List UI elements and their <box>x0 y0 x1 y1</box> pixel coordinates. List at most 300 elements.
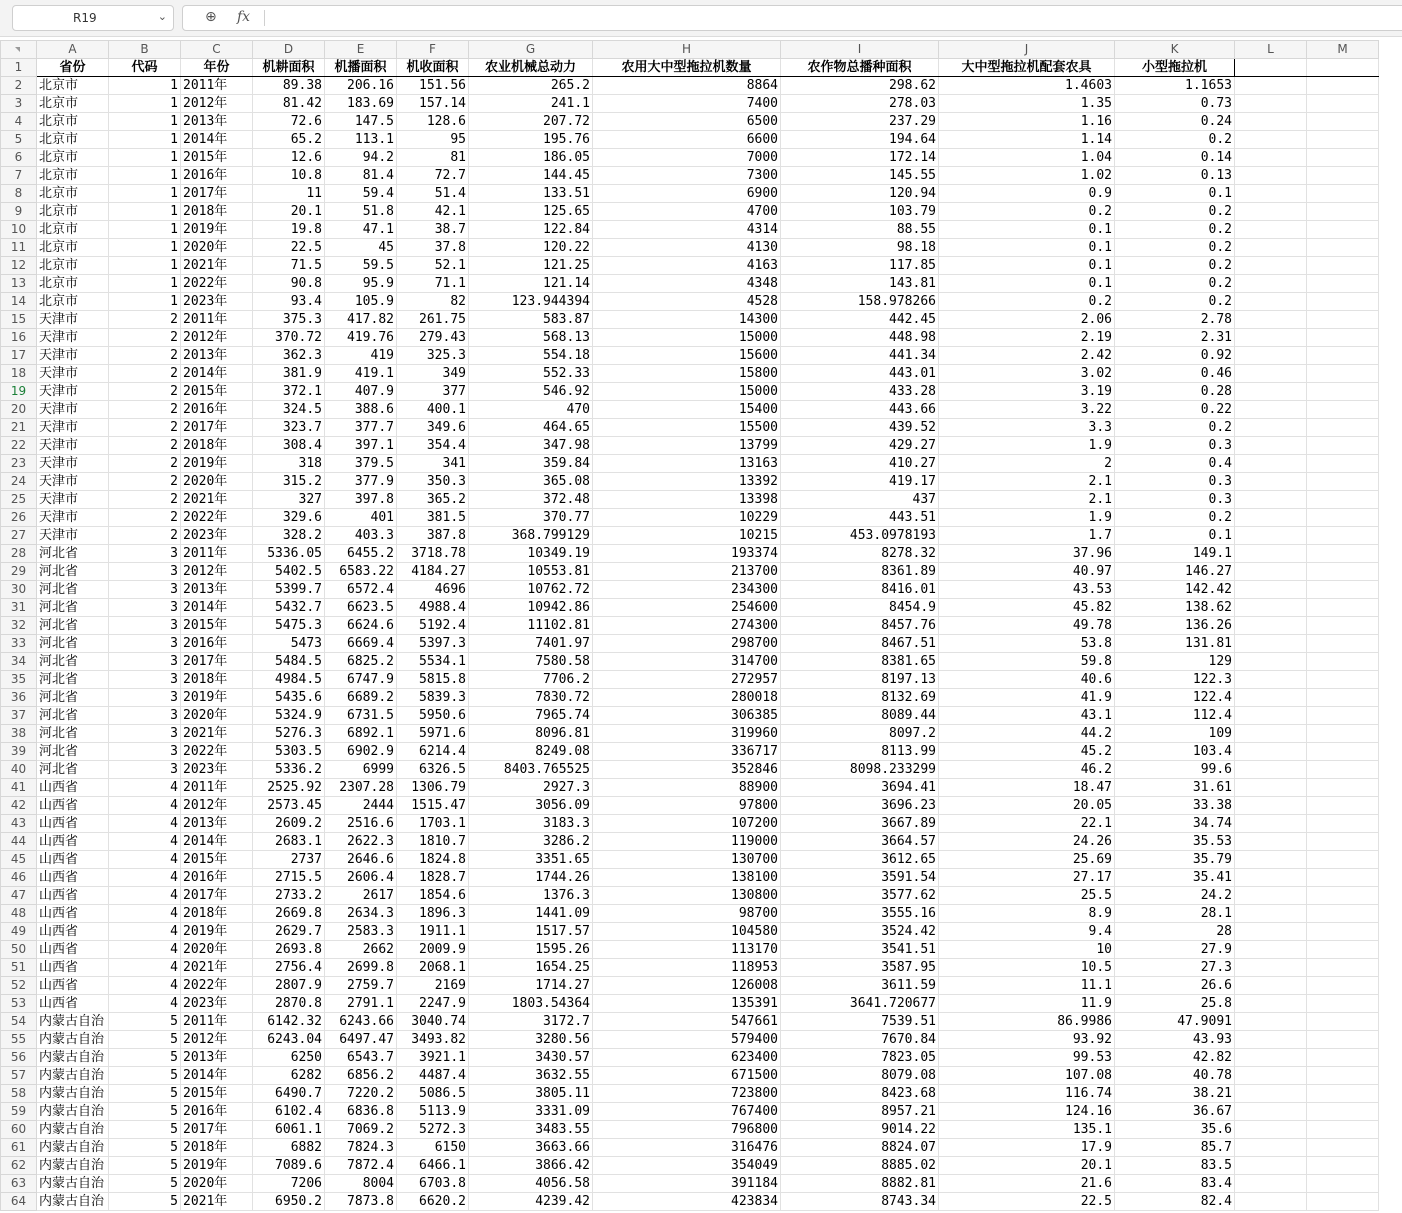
cell-g15[interactable]: 583.87 <box>469 311 593 329</box>
cell-g12[interactable]: 121.25 <box>469 257 593 275</box>
cell-k63[interactable]: 83.4 <box>1115 1175 1235 1193</box>
cell-k33[interactable]: 131.81 <box>1115 635 1235 653</box>
cell-h54[interactable]: 547661 <box>593 1013 781 1031</box>
cell-l29[interactable] <box>1235 563 1307 581</box>
cell-m17[interactable] <box>1307 347 1379 365</box>
row-header-11[interactable]: 11 <box>1 239 37 257</box>
cell-f33[interactable]: 5397.3 <box>397 635 469 653</box>
cell-m39[interactable] <box>1307 743 1379 761</box>
cell-b49[interactable]: 4 <box>109 923 181 941</box>
cell-j36[interactable]: 41.9 <box>939 689 1115 707</box>
cell-e25[interactable]: 397.8 <box>325 491 397 509</box>
cell-i46[interactable]: 3591.54 <box>781 869 939 887</box>
cell-f18[interactable]: 349 <box>397 365 469 383</box>
row-header-60[interactable]: 60 <box>1 1121 37 1139</box>
cell-j4[interactable]: 1.16 <box>939 113 1115 131</box>
cell-k36[interactable]: 122.4 <box>1115 689 1235 707</box>
cell-j63[interactable]: 21.6 <box>939 1175 1115 1193</box>
row-header-33[interactable]: 33 <box>1 635 37 653</box>
zoom-icon[interactable]: ⊕ <box>205 9 217 25</box>
cell-j8[interactable]: 0.9 <box>939 185 1115 203</box>
cell-c10[interactable]: 2019年 <box>181 221 253 239</box>
cell-m2[interactable] <box>1307 77 1379 95</box>
cell-g26[interactable]: 370.77 <box>469 509 593 527</box>
cell-a10[interactable]: 北京市 <box>37 221 109 239</box>
cell-c54[interactable]: 2011年 <box>181 1013 253 1031</box>
cell-i23[interactable]: 410.27 <box>781 455 939 473</box>
cell-a61[interactable]: 内蒙古自治 <box>37 1139 109 1157</box>
cell-b10[interactable]: 1 <box>109 221 181 239</box>
cell-j60[interactable]: 135.1 <box>939 1121 1115 1139</box>
cell-j31[interactable]: 45.82 <box>939 599 1115 617</box>
cell-b38[interactable]: 3 <box>109 725 181 743</box>
cell-k11[interactable]: 0.2 <box>1115 239 1235 257</box>
cell-d1[interactable]: 机耕面积 <box>253 59 325 77</box>
row-header-4[interactable]: 4 <box>1 113 37 131</box>
cell-g16[interactable]: 568.13 <box>469 329 593 347</box>
cell-k7[interactable]: 0.13 <box>1115 167 1235 185</box>
cell-a38[interactable]: 河北省 <box>37 725 109 743</box>
cell-a51[interactable]: 山西省 <box>37 959 109 977</box>
cell-e17[interactable]: 419 <box>325 347 397 365</box>
cell-e29[interactable]: 6583.22 <box>325 563 397 581</box>
cell-k62[interactable]: 83.5 <box>1115 1157 1235 1175</box>
cell-k54[interactable]: 47.9091 <box>1115 1013 1235 1031</box>
cell-d8[interactable]: 11 <box>253 185 325 203</box>
cell-e63[interactable]: 8004 <box>325 1175 397 1193</box>
cell-j64[interactable]: 22.5 <box>939 1193 1115 1211</box>
cell-m49[interactable] <box>1307 923 1379 941</box>
cell-e33[interactable]: 6669.4 <box>325 635 397 653</box>
cell-m8[interactable] <box>1307 185 1379 203</box>
cell-b12[interactable]: 1 <box>109 257 181 275</box>
cell-e28[interactable]: 6455.2 <box>325 545 397 563</box>
cell-m13[interactable] <box>1307 275 1379 293</box>
cell-h34[interactable]: 314700 <box>593 653 781 671</box>
cell-g60[interactable]: 3483.55 <box>469 1121 593 1139</box>
cell-d61[interactable]: 6882 <box>253 1139 325 1157</box>
cell-b59[interactable]: 5 <box>109 1103 181 1121</box>
cell-g21[interactable]: 464.65 <box>469 419 593 437</box>
cell-a5[interactable]: 北京市 <box>37 131 109 149</box>
cell-g39[interactable]: 8249.08 <box>469 743 593 761</box>
cell-m64[interactable] <box>1307 1193 1379 1211</box>
cell-f7[interactable]: 72.7 <box>397 167 469 185</box>
cell-i63[interactable]: 8882.81 <box>781 1175 939 1193</box>
cell-j10[interactable]: 0.1 <box>939 221 1115 239</box>
cell-g46[interactable]: 1744.26 <box>469 869 593 887</box>
row-header-50[interactable]: 50 <box>1 941 37 959</box>
cell-k38[interactable]: 109 <box>1115 725 1235 743</box>
cell-f52[interactable]: 2169 <box>397 977 469 995</box>
cell-e35[interactable]: 6747.9 <box>325 671 397 689</box>
cell-g53[interactable]: 1803.54364 <box>469 995 593 1013</box>
cell-e62[interactable]: 7872.4 <box>325 1157 397 1175</box>
cell-g9[interactable]: 125.65 <box>469 203 593 221</box>
cell-h13[interactable]: 4348 <box>593 275 781 293</box>
cell-c32[interactable]: 2015年 <box>181 617 253 635</box>
cell-f56[interactable]: 3921.1 <box>397 1049 469 1067</box>
cell-j22[interactable]: 1.9 <box>939 437 1115 455</box>
cell-k43[interactable]: 34.74 <box>1115 815 1235 833</box>
cell-k23[interactable]: 0.4 <box>1115 455 1235 473</box>
cell-h63[interactable]: 391184 <box>593 1175 781 1193</box>
cell-a63[interactable]: 内蒙古自治 <box>37 1175 109 1193</box>
cell-l37[interactable] <box>1235 707 1307 725</box>
cell-l60[interactable] <box>1235 1121 1307 1139</box>
cell-f38[interactable]: 5971.6 <box>397 725 469 743</box>
cell-d56[interactable]: 6250 <box>253 1049 325 1067</box>
cell-h40[interactable]: 352846 <box>593 761 781 779</box>
cell-e45[interactable]: 2646.6 <box>325 851 397 869</box>
cell-b22[interactable]: 2 <box>109 437 181 455</box>
cell-f24[interactable]: 350.3 <box>397 473 469 491</box>
cell-m24[interactable] <box>1307 473 1379 491</box>
cell-b44[interactable]: 4 <box>109 833 181 851</box>
row-header-62[interactable]: 62 <box>1 1157 37 1175</box>
cell-k60[interactable]: 35.6 <box>1115 1121 1235 1139</box>
cell-k49[interactable]: 28 <box>1115 923 1235 941</box>
cell-h44[interactable]: 119000 <box>593 833 781 851</box>
row-header-7[interactable]: 7 <box>1 167 37 185</box>
cell-c56[interactable]: 2013年 <box>181 1049 253 1067</box>
cell-c44[interactable]: 2014年 <box>181 833 253 851</box>
cell-m20[interactable] <box>1307 401 1379 419</box>
cell-e19[interactable]: 407.9 <box>325 383 397 401</box>
cell-g5[interactable]: 195.76 <box>469 131 593 149</box>
cell-h29[interactable]: 213700 <box>593 563 781 581</box>
cell-k35[interactable]: 122.3 <box>1115 671 1235 689</box>
cell-h14[interactable]: 4528 <box>593 293 781 311</box>
row-header-6[interactable]: 6 <box>1 149 37 167</box>
cell-d17[interactable]: 362.3 <box>253 347 325 365</box>
cell-m22[interactable] <box>1307 437 1379 455</box>
spreadsheet-grid[interactable] <box>0 40 1379 1211</box>
cell-c22[interactable]: 2018年 <box>181 437 253 455</box>
cell-i22[interactable]: 429.27 <box>781 437 939 455</box>
cell-d23[interactable]: 318 <box>253 455 325 473</box>
cell-c8[interactable]: 2017年 <box>181 185 253 203</box>
cell-l47[interactable] <box>1235 887 1307 905</box>
cell-c39[interactable]: 2022年 <box>181 743 253 761</box>
cell-m33[interactable] <box>1307 635 1379 653</box>
cell-j61[interactable]: 17.9 <box>939 1139 1115 1157</box>
cell-i6[interactable]: 172.14 <box>781 149 939 167</box>
cell-g62[interactable]: 3866.42 <box>469 1157 593 1175</box>
cell-m48[interactable] <box>1307 905 1379 923</box>
cell-l21[interactable] <box>1235 419 1307 437</box>
row-header-24[interactable]: 24 <box>1 473 37 491</box>
cell-a48[interactable]: 山西省 <box>37 905 109 923</box>
cell-h27[interactable]: 10215 <box>593 527 781 545</box>
cell-e39[interactable]: 6902.9 <box>325 743 397 761</box>
cell-f42[interactable]: 1515.47 <box>397 797 469 815</box>
cell-k59[interactable]: 36.67 <box>1115 1103 1235 1121</box>
cell-l35[interactable] <box>1235 671 1307 689</box>
cell-i32[interactable]: 8457.76 <box>781 617 939 635</box>
cell-g42[interactable]: 3056.09 <box>469 797 593 815</box>
cell-a11[interactable]: 北京市 <box>37 239 109 257</box>
cell-k20[interactable]: 0.22 <box>1115 401 1235 419</box>
cell-e8[interactable]: 59.4 <box>325 185 397 203</box>
cell-b56[interactable]: 5 <box>109 1049 181 1067</box>
cell-j2[interactable]: 1.4603 <box>939 77 1115 95</box>
cell-f40[interactable]: 6326.5 <box>397 761 469 779</box>
row-header-38[interactable]: 38 <box>1 725 37 743</box>
cell-a59[interactable]: 内蒙古自治 <box>37 1103 109 1121</box>
cell-h5[interactable]: 6600 <box>593 131 781 149</box>
cell-f62[interactable]: 6466.1 <box>397 1157 469 1175</box>
cell-e47[interactable]: 2617 <box>325 887 397 905</box>
cell-j45[interactable]: 25.69 <box>939 851 1115 869</box>
cell-a20[interactable]: 天津市 <box>37 401 109 419</box>
cell-h35[interactable]: 272957 <box>593 671 781 689</box>
cell-a49[interactable]: 山西省 <box>37 923 109 941</box>
cell-c3[interactable]: 2012年 <box>181 95 253 113</box>
cell-f13[interactable]: 71.1 <box>397 275 469 293</box>
cell-a39[interactable]: 河北省 <box>37 743 109 761</box>
cell-f60[interactable]: 5272.3 <box>397 1121 469 1139</box>
cell-a25[interactable]: 天津市 <box>37 491 109 509</box>
cell-k15[interactable]: 2.78 <box>1115 311 1235 329</box>
cell-f37[interactable]: 5950.6 <box>397 707 469 725</box>
row-header-27[interactable]: 27 <box>1 527 37 545</box>
cell-d14[interactable]: 93.4 <box>253 293 325 311</box>
cell-e60[interactable]: 7069.2 <box>325 1121 397 1139</box>
cell-b1[interactable]: 代码 <box>109 59 181 77</box>
cell-j44[interactable]: 24.26 <box>939 833 1115 851</box>
cell-b40[interactable]: 3 <box>109 761 181 779</box>
cell-d7[interactable]: 10.8 <box>253 167 325 185</box>
cell-j21[interactable]: 3.3 <box>939 419 1115 437</box>
cell-g57[interactable]: 3632.55 <box>469 1067 593 1085</box>
cell-k56[interactable]: 42.82 <box>1115 1049 1235 1067</box>
cell-h6[interactable]: 7000 <box>593 149 781 167</box>
row-header-3[interactable]: 3 <box>1 95 37 113</box>
cell-e18[interactable]: 419.1 <box>325 365 397 383</box>
cell-m54[interactable] <box>1307 1013 1379 1031</box>
row-header-49[interactable]: 49 <box>1 923 37 941</box>
cell-m45[interactable] <box>1307 851 1379 869</box>
row-header-19[interactable]: 19 <box>1 383 37 401</box>
cell-b50[interactable]: 4 <box>109 941 181 959</box>
cell-j47[interactable]: 25.5 <box>939 887 1115 905</box>
cell-d45[interactable]: 2737 <box>253 851 325 869</box>
cell-h60[interactable]: 796800 <box>593 1121 781 1139</box>
row-header-44[interactable]: 44 <box>1 833 37 851</box>
cell-d63[interactable]: 7206 <box>253 1175 325 1193</box>
cell-j28[interactable]: 37.96 <box>939 545 1115 563</box>
cell-e9[interactable]: 51.8 <box>325 203 397 221</box>
cell-m43[interactable] <box>1307 815 1379 833</box>
cell-a58[interactable]: 内蒙古自治 <box>37 1085 109 1103</box>
cell-b11[interactable]: 1 <box>109 239 181 257</box>
cell-k42[interactable]: 33.38 <box>1115 797 1235 815</box>
cell-l23[interactable] <box>1235 455 1307 473</box>
cell-j40[interactable]: 46.2 <box>939 761 1115 779</box>
cell-a43[interactable]: 山西省 <box>37 815 109 833</box>
cell-m60[interactable] <box>1307 1121 1379 1139</box>
cell-d59[interactable]: 6102.4 <box>253 1103 325 1121</box>
cell-h21[interactable]: 15500 <box>593 419 781 437</box>
cell-f39[interactable]: 6214.4 <box>397 743 469 761</box>
cell-f61[interactable]: 6150 <box>397 1139 469 1157</box>
cell-j12[interactable]: 0.1 <box>939 257 1115 275</box>
cell-h25[interactable]: 13398 <box>593 491 781 509</box>
cell-i8[interactable]: 120.94 <box>781 185 939 203</box>
cell-b19[interactable]: 2 <box>109 383 181 401</box>
cell-m26[interactable] <box>1307 509 1379 527</box>
cell-b53[interactable]: 4 <box>109 995 181 1013</box>
cell-f22[interactable]: 354.4 <box>397 437 469 455</box>
column-header-c[interactable]: C <box>181 41 253 59</box>
cell-f1[interactable]: 机收面积 <box>397 59 469 77</box>
cell-j54[interactable]: 86.9986 <box>939 1013 1115 1031</box>
cell-m56[interactable] <box>1307 1049 1379 1067</box>
cell-j51[interactable]: 10.5 <box>939 959 1115 977</box>
cell-h43[interactable]: 107200 <box>593 815 781 833</box>
cell-b20[interactable]: 2 <box>109 401 181 419</box>
cell-i28[interactable]: 8278.32 <box>781 545 939 563</box>
cell-d58[interactable]: 6490.7 <box>253 1085 325 1103</box>
cell-i40[interactable]: 8098.233299 <box>781 761 939 779</box>
cell-c14[interactable]: 2023年 <box>181 293 253 311</box>
cell-d52[interactable]: 2807.9 <box>253 977 325 995</box>
cell-e26[interactable]: 401 <box>325 509 397 527</box>
cell-d18[interactable]: 381.9 <box>253 365 325 383</box>
row-header-57[interactable]: 57 <box>1 1067 37 1085</box>
cell-j33[interactable]: 53.8 <box>939 635 1115 653</box>
cell-f58[interactable]: 5086.5 <box>397 1085 469 1103</box>
cell-k13[interactable]: 0.2 <box>1115 275 1235 293</box>
cell-j24[interactable]: 2.1 <box>939 473 1115 491</box>
cell-e54[interactable]: 6243.66 <box>325 1013 397 1031</box>
cell-l32[interactable] <box>1235 617 1307 635</box>
cell-h39[interactable]: 336717 <box>593 743 781 761</box>
cell-d24[interactable]: 315.2 <box>253 473 325 491</box>
cell-a52[interactable]: 山西省 <box>37 977 109 995</box>
cell-e6[interactable]: 94.2 <box>325 149 397 167</box>
cell-e44[interactable]: 2622.3 <box>325 833 397 851</box>
cell-j23[interactable]: 2 <box>939 455 1115 473</box>
cell-j18[interactable]: 3.02 <box>939 365 1115 383</box>
cell-l49[interactable] <box>1235 923 1307 941</box>
cell-h37[interactable]: 306385 <box>593 707 781 725</box>
cell-k21[interactable]: 0.2 <box>1115 419 1235 437</box>
cell-d9[interactable]: 20.1 <box>253 203 325 221</box>
cell-l64[interactable] <box>1235 1193 1307 1211</box>
cell-b32[interactable]: 3 <box>109 617 181 635</box>
cell-m32[interactable] <box>1307 617 1379 635</box>
cell-f46[interactable]: 1828.7 <box>397 869 469 887</box>
cell-k30[interactable]: 142.42 <box>1115 581 1235 599</box>
cell-f41[interactable]: 1306.79 <box>397 779 469 797</box>
cell-k40[interactable]: 99.6 <box>1115 761 1235 779</box>
cell-m19[interactable] <box>1307 383 1379 401</box>
cell-j25[interactable]: 2.1 <box>939 491 1115 509</box>
cell-i16[interactable]: 448.98 <box>781 329 939 347</box>
cell-c4[interactable]: 2013年 <box>181 113 253 131</box>
cell-a12[interactable]: 北京市 <box>37 257 109 275</box>
cell-d33[interactable]: 5473 <box>253 635 325 653</box>
cell-c16[interactable]: 2012年 <box>181 329 253 347</box>
cell-h64[interactable]: 423834 <box>593 1193 781 1211</box>
cell-l9[interactable] <box>1235 203 1307 221</box>
cell-d43[interactable]: 2609.2 <box>253 815 325 833</box>
cell-l7[interactable] <box>1235 167 1307 185</box>
cell-g19[interactable]: 546.92 <box>469 383 593 401</box>
cell-d47[interactable]: 2733.2 <box>253 887 325 905</box>
cell-m31[interactable] <box>1307 599 1379 617</box>
cell-h45[interactable]: 130700 <box>593 851 781 869</box>
cell-i20[interactable]: 443.66 <box>781 401 939 419</box>
cell-g43[interactable]: 3183.3 <box>469 815 593 833</box>
cell-i58[interactable]: 8423.68 <box>781 1085 939 1103</box>
row-header-47[interactable]: 47 <box>1 887 37 905</box>
cell-c62[interactable]: 2019年 <box>181 1157 253 1175</box>
row-header-2[interactable]: 2 <box>1 77 37 95</box>
cell-h57[interactable]: 671500 <box>593 1067 781 1085</box>
cell-e50[interactable]: 2662 <box>325 941 397 959</box>
cell-m25[interactable] <box>1307 491 1379 509</box>
cell-l46[interactable] <box>1235 869 1307 887</box>
cell-l3[interactable] <box>1235 95 1307 113</box>
cell-k50[interactable]: 27.9 <box>1115 941 1235 959</box>
cell-e49[interactable]: 2583.3 <box>325 923 397 941</box>
cell-e52[interactable]: 2759.7 <box>325 977 397 995</box>
cell-f3[interactable]: 157.14 <box>397 95 469 113</box>
cell-j49[interactable]: 9.4 <box>939 923 1115 941</box>
cell-f35[interactable]: 5815.8 <box>397 671 469 689</box>
cell-a55[interactable]: 内蒙古自治 <box>37 1031 109 1049</box>
cell-l40[interactable] <box>1235 761 1307 779</box>
cell-j11[interactable]: 0.1 <box>939 239 1115 257</box>
cell-i12[interactable]: 117.85 <box>781 257 939 275</box>
cell-a6[interactable]: 北京市 <box>37 149 109 167</box>
cell-b61[interactable]: 5 <box>109 1139 181 1157</box>
cell-g37[interactable]: 7965.74 <box>469 707 593 725</box>
cell-a32[interactable]: 河北省 <box>37 617 109 635</box>
cell-c26[interactable]: 2022年 <box>181 509 253 527</box>
cell-h59[interactable]: 767400 <box>593 1103 781 1121</box>
cell-a26[interactable]: 天津市 <box>37 509 109 527</box>
cell-j34[interactable]: 59.8 <box>939 653 1115 671</box>
cell-m34[interactable] <box>1307 653 1379 671</box>
column-header-g[interactable]: G <box>469 41 593 59</box>
row-header-25[interactable]: 25 <box>1 491 37 509</box>
cell-m29[interactable] <box>1307 563 1379 581</box>
cell-c13[interactable]: 2022年 <box>181 275 253 293</box>
cell-e31[interactable]: 6623.5 <box>325 599 397 617</box>
cell-i61[interactable]: 8824.07 <box>781 1139 939 1157</box>
cell-k6[interactable]: 0.14 <box>1115 149 1235 167</box>
fx-icon[interactable]: fx <box>237 9 251 25</box>
cell-f55[interactable]: 3493.82 <box>397 1031 469 1049</box>
cell-f20[interactable]: 400.1 <box>397 401 469 419</box>
row-header-40[interactable]: 40 <box>1 761 37 779</box>
cell-d36[interactable]: 5435.6 <box>253 689 325 707</box>
cell-k1[interactable]: 小型拖拉机 <box>1115 59 1235 77</box>
cell-a41[interactable]: 山西省 <box>37 779 109 797</box>
cell-k52[interactable]: 26.6 <box>1115 977 1235 995</box>
cell-b33[interactable]: 3 <box>109 635 181 653</box>
cell-a7[interactable]: 北京市 <box>37 167 109 185</box>
cell-f8[interactable]: 51.4 <box>397 185 469 203</box>
cell-f31[interactable]: 4988.4 <box>397 599 469 617</box>
cell-d26[interactable]: 329.6 <box>253 509 325 527</box>
cell-c48[interactable]: 2018年 <box>181 905 253 923</box>
cell-c1[interactable]: 年份 <box>181 59 253 77</box>
